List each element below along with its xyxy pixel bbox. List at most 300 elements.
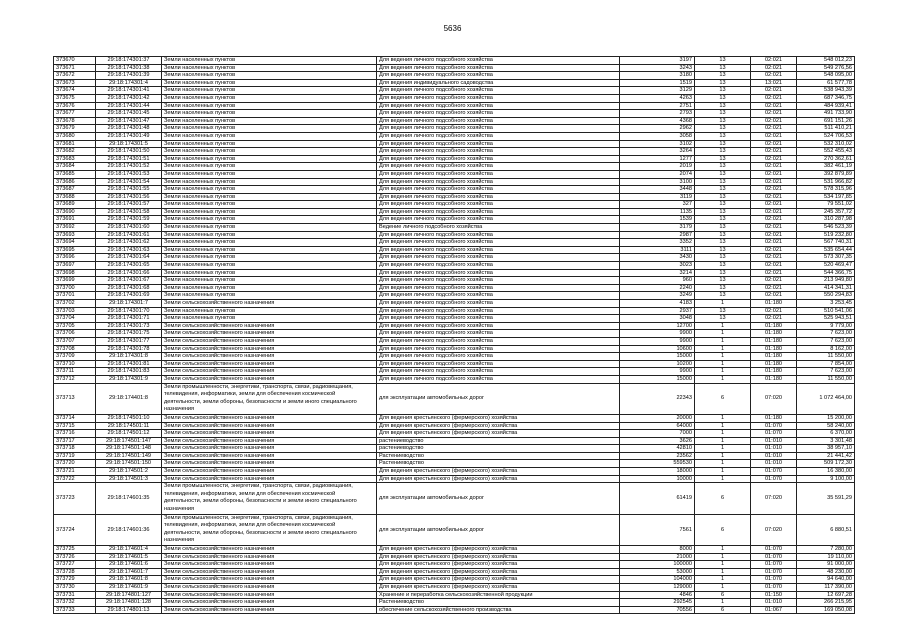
permitted-use-cell: Для ведения личного подсобного хозяйства — [377, 201, 620, 209]
cadastral-number-cell: 29:18:174301:9 — [96, 375, 162, 383]
area-cell: 327 — [620, 201, 695, 209]
land-category-cell: Земли населенных пунктов — [162, 208, 377, 216]
group-code-cell: 1 — [695, 546, 751, 554]
group-code-cell: 13 — [695, 284, 751, 292]
kind-code-cell: 01:070 — [751, 422, 797, 430]
area-cell: 292545 — [620, 599, 695, 607]
permitted-use-cell: Для ведения личного подсобного хозяйства — [377, 330, 620, 338]
cadastral-value-cell: 16 380,00 — [797, 468, 855, 476]
kind-code-cell: 01:070 — [751, 561, 797, 569]
table-row — [54, 72, 855, 80]
table-row — [54, 468, 855, 476]
area-cell: 2937 — [620, 307, 695, 315]
group-code-cell: 6 — [695, 514, 751, 545]
kind-code-cell: 02:021 — [751, 125, 797, 133]
cadastral-value-cell: 7 854,00 — [797, 360, 855, 368]
permitted-use-cell: Для ведения личного подсобного хозяйства — [377, 132, 620, 140]
cadastral-value-cell: 8 162,00 — [797, 345, 855, 353]
row-id-cell: 373707 — [54, 337, 96, 345]
permitted-use-cell: для эксплуатации автомобильных дорог — [377, 483, 620, 514]
cadastral-number-cell: 29:18:174301:59 — [96, 216, 162, 224]
cadastral-number-cell: 29:18:174301:55 — [96, 186, 162, 194]
land-category-cell: Земли населенных пунктов — [162, 277, 377, 285]
permitted-use-cell: Для ведения крестьянского (фермерского) хозяйства — [377, 561, 620, 569]
permitted-use-cell: Для ведения крестьянского (фермерского) хозяйства — [377, 583, 620, 591]
land-category-cell: Земли сельскохозяйственного назначения — [162, 475, 377, 483]
area-cell: 559530 — [620, 460, 695, 468]
kind-code-cell: 07:020 — [751, 383, 797, 414]
permitted-use-cell: Для ведения личного подсобного хозяйства — [377, 110, 620, 118]
kind-code-cell: 01:010 — [751, 452, 797, 460]
kind-code-cell: 02:021 — [751, 284, 797, 292]
area-cell: 10200 — [620, 360, 695, 368]
row-id-cell: 373696 — [54, 254, 96, 262]
group-code-cell: 13 — [695, 246, 751, 254]
table-row — [54, 193, 855, 201]
cadastral-number-cell: 29:18:174301:4 — [96, 79, 162, 87]
group-code-cell: 1 — [695, 414, 751, 422]
kind-code-cell: 02:021 — [751, 208, 797, 216]
permitted-use-cell: Для ведения крестьянского (фермерского) хозяйства — [377, 576, 620, 584]
row-id-cell: 373670 — [54, 57, 96, 65]
row-id-cell: 373728 — [54, 568, 96, 576]
row-id-cell: 373677 — [54, 110, 96, 118]
group-code-cell: 1 — [695, 353, 751, 361]
cadastral-number-cell: 29:18:174301:8 — [96, 353, 162, 361]
group-code-cell: 13 — [695, 208, 751, 216]
cadastral-number-cell: 29:18:174301:69 — [96, 292, 162, 300]
area-cell: 12700 — [620, 322, 695, 330]
row-id-cell: 373700 — [54, 284, 96, 292]
row-id-cell: 373727 — [54, 561, 96, 569]
table-row — [54, 87, 855, 95]
permitted-use-cell: Для ведения личного подсобного хозяйства — [377, 72, 620, 80]
group-code-cell: 1 — [695, 452, 751, 460]
cadastral-value-cell: 3 301,48 — [797, 437, 855, 445]
row-id-cell: 373679 — [54, 125, 96, 133]
row-id-cell: 373720 — [54, 460, 96, 468]
kind-code-cell: 02:021 — [751, 262, 797, 270]
permitted-use-cell: Для ведения личного подсобного хозяйства — [377, 300, 620, 308]
kind-code-cell: 02:021 — [751, 193, 797, 201]
table-row — [54, 368, 855, 376]
group-code-cell: 13 — [695, 102, 751, 110]
cadastral-value-cell: 11 550,00 — [797, 375, 855, 383]
land-category-cell: Земли населенных пунктов — [162, 72, 377, 80]
kind-code-cell: 02:021 — [751, 64, 797, 72]
group-code-cell: 1 — [695, 437, 751, 445]
group-code-cell: 1 — [695, 576, 751, 584]
area-cell: 64000 — [620, 422, 695, 430]
cadastral-number-cell: 29:18:174301:52 — [96, 163, 162, 171]
land-category-cell: Земли населенных пунктов — [162, 239, 377, 247]
table-row — [54, 546, 855, 554]
permitted-use-cell: Для ведения крестьянского (фермерского) хозяйства — [377, 475, 620, 483]
kind-code-cell: 01:180 — [751, 414, 797, 422]
area-cell: 3111 — [620, 246, 695, 254]
row-id-cell: 373693 — [54, 231, 96, 239]
area-cell: 1277 — [620, 155, 695, 163]
row-id-cell: 373718 — [54, 445, 96, 453]
permitted-use-cell: Растениеводство — [377, 460, 620, 468]
table-row — [54, 79, 855, 87]
cadastral-value-cell: 525 943,51 — [797, 315, 855, 323]
table-row — [54, 262, 855, 270]
row-id-cell: 373686 — [54, 178, 96, 186]
group-code-cell: 1 — [695, 337, 751, 345]
table-row — [54, 475, 855, 483]
kind-code-cell: 13:021 — [751, 79, 797, 87]
row-id-cell: 373716 — [54, 430, 96, 438]
cadastral-number-cell: 29:18:174301:70 — [96, 307, 162, 315]
cadastral-number-cell: 29:18:174301:77 — [96, 337, 162, 345]
permitted-use-cell: Для ведения личного подсобного хозяйства — [377, 307, 620, 315]
row-id-cell: 373724 — [54, 514, 96, 545]
cadastral-value-cell: 3 253,45 — [797, 300, 855, 308]
cadastral-value-cell: 48 230,00 — [797, 568, 855, 576]
land-category-cell: Земли сельскохозяйственного назначения — [162, 445, 377, 453]
cadastral-number-cell: 29:18:174301:78 — [96, 345, 162, 353]
table-row — [54, 239, 855, 247]
cadastral-value-cell: 94 640,00 — [797, 576, 855, 584]
land-category-cell: Земли населенных пунктов — [162, 94, 377, 102]
land-category-cell: Земли населенных пунктов — [162, 315, 377, 323]
area-cell: 1519 — [620, 79, 695, 87]
land-category-cell: Земли сельскохозяйственного назначения — [162, 583, 377, 591]
permitted-use-cell: Для ведения индивидуального садоводства — [377, 79, 620, 87]
table-row — [54, 414, 855, 422]
group-code-cell: 1 — [695, 368, 751, 376]
land-category-cell: Земли населенных пунктов — [162, 170, 377, 178]
cadastral-number-cell: 29:18:174301:67 — [96, 277, 162, 285]
permitted-use-cell: Для ведения крестьянского (фермерского) хозяйства — [377, 422, 620, 430]
land-category-cell: Земли населенных пунктов — [162, 193, 377, 201]
land-category-cell: Земли сельскохозяйственного назначения — [162, 430, 377, 438]
permitted-use-cell: Для ведения крестьянского (фермерского) хозяйства — [377, 568, 620, 576]
permitted-use-cell: Растениеводство — [377, 452, 620, 460]
kind-code-cell: 02:021 — [751, 307, 797, 315]
row-id-cell: 373671 — [54, 64, 96, 72]
land-category-cell: Земли населенных пунктов — [162, 163, 377, 171]
cadastral-value-cell: 7 623,00 — [797, 337, 855, 345]
row-id-cell: 373698 — [54, 269, 96, 277]
row-id-cell: 373705 — [54, 322, 96, 330]
area-cell: 4263 — [620, 94, 695, 102]
group-code-cell: 13 — [695, 87, 751, 95]
cadastral-number-cell: 29:18:174801:128 — [96, 599, 162, 607]
kind-code-cell: 01:070 — [751, 546, 797, 554]
cadastral-number-cell: 29:18:174301:62 — [96, 239, 162, 247]
land-category-cell: Земли сельскохозяйственного назначения — [162, 345, 377, 353]
cadastral-number-cell: 29:18:174301:66 — [96, 269, 162, 277]
row-id-cell: 373699 — [54, 277, 96, 285]
kind-code-cell: 02:021 — [751, 178, 797, 186]
area-cell: 4368 — [620, 117, 695, 125]
land-registry-table — [53, 56, 855, 614]
cadastral-number-cell: 29:18:174301:44 — [96, 102, 162, 110]
cadastral-value-cell: 531 966,82 — [797, 178, 855, 186]
table-row — [54, 591, 855, 599]
cadastral-value-cell: 510 541,06 — [797, 307, 855, 315]
table-row — [54, 430, 855, 438]
land-category-cell: Земли сельскохозяйственного назначения — [162, 568, 377, 576]
cadastral-number-cell: 29:18:174301:58 — [96, 208, 162, 216]
group-code-cell: 13 — [695, 163, 751, 171]
table-row — [54, 155, 855, 163]
cadastral-value-cell: 552 455,43 — [797, 148, 855, 156]
row-id-cell: 373689 — [54, 201, 96, 209]
land-category-cell: Земли населенных пунктов — [162, 201, 377, 209]
row-id-cell: 373710 — [54, 360, 96, 368]
land-category-cell: Земли населенных пунктов — [162, 155, 377, 163]
row-id-cell: 373729 — [54, 576, 96, 584]
area-cell: 15000 — [620, 375, 695, 383]
group-code-cell: 13 — [695, 140, 751, 148]
table-row — [54, 576, 855, 584]
table-row — [54, 553, 855, 561]
land-category-cell: Земли сельскохозяйственного назначения — [162, 368, 377, 376]
cadastral-number-cell: 29:18:174301:81 — [96, 360, 162, 368]
table-row — [54, 292, 855, 300]
row-id-cell: 373687 — [54, 186, 96, 194]
row-id-cell: 373730 — [54, 583, 96, 591]
cadastral-value-cell: 511 410,21 — [797, 125, 855, 133]
cadastral-number-cell: 29:18:174301:54 — [96, 178, 162, 186]
kind-code-cell: 02:021 — [751, 163, 797, 171]
permitted-use-cell: Для ведения крестьянского (фермерского) хозяйства — [377, 414, 620, 422]
cadastral-value-cell: 1 072 464,00 — [797, 383, 855, 414]
cadastral-number-cell: 29:18:174301:39 — [96, 72, 162, 80]
table-row — [54, 57, 855, 65]
area-cell: 2240 — [620, 284, 695, 292]
group-code-cell: 13 — [695, 178, 751, 186]
kind-code-cell: 01:070 — [751, 568, 797, 576]
kind-code-cell: 02:021 — [751, 216, 797, 224]
kind-code-cell: 01:010 — [751, 460, 797, 468]
cadastral-number-cell: 29:18:174301:42 — [96, 94, 162, 102]
cadastral-value-cell: 58 240,00 — [797, 422, 855, 430]
cadastral-number-cell: 29:18:174501:3 — [96, 475, 162, 483]
area-cell: 10600 — [620, 345, 695, 353]
kind-code-cell: 01:150 — [751, 591, 797, 599]
kind-code-cell: 02:021 — [751, 148, 797, 156]
group-code-cell: 1 — [695, 430, 751, 438]
permitted-use-cell: Для ведения личного подсобного хозяйства — [377, 155, 620, 163]
row-id-cell: 373725 — [54, 546, 96, 554]
area-cell: 3119 — [620, 193, 695, 201]
table-row — [54, 375, 855, 383]
cadastral-number-cell: 29:18:174801:127 — [96, 591, 162, 599]
permitted-use-cell: Для ведения личного подсобного хозяйства — [377, 148, 620, 156]
group-code-cell: 1 — [695, 568, 751, 576]
table-row — [54, 353, 855, 361]
group-code-cell: 1 — [695, 553, 751, 561]
table-row — [54, 186, 855, 194]
group-code-cell: 13 — [695, 262, 751, 270]
cadastral-number-cell: 29:18:174301:65 — [96, 262, 162, 270]
area-cell: 3430 — [620, 254, 695, 262]
kind-code-cell: 01:070 — [751, 583, 797, 591]
permitted-use-cell: Для ведения личного подсобного хозяйства — [377, 117, 620, 125]
kind-code-cell: 07:020 — [751, 514, 797, 545]
permitted-use-cell: Для ведения личного подсобного хозяйства — [377, 292, 620, 300]
cadastral-value-cell: 91 000,00 — [797, 561, 855, 569]
group-code-cell: 13 — [695, 57, 751, 65]
land-category-cell: Земли сельскохозяйственного назначения — [162, 606, 377, 614]
area-cell: 2987 — [620, 231, 695, 239]
kind-code-cell: 02:021 — [751, 239, 797, 247]
cadastral-value-cell: 15 200,00 — [797, 414, 855, 422]
cadastral-number-cell: 29:18:174301:71 — [96, 315, 162, 323]
land-category-cell: Земли населенных пунктов — [162, 57, 377, 65]
cadastral-number-cell: 29:18:174301:47 — [96, 117, 162, 125]
permitted-use-cell: Для ведения личного подсобного хозяйства — [377, 216, 620, 224]
cadastral-number-cell: 29:18:174301:60 — [96, 224, 162, 232]
permitted-use-cell: для эксплуатации автомобильных дорог — [377, 383, 620, 414]
area-cell: 20000 — [620, 414, 695, 422]
cadastral-value-cell: 7 280,00 — [797, 546, 855, 554]
table-row — [54, 583, 855, 591]
cadastral-number-cell: 29:18:174601:6 — [96, 561, 162, 569]
permitted-use-cell: Для ведения личного подсобного хозяйства — [377, 239, 620, 247]
table-row — [54, 315, 855, 323]
group-code-cell: 13 — [695, 269, 751, 277]
land-category-cell: Земли населенных пунктов — [162, 125, 377, 133]
table-row — [54, 178, 855, 186]
land-category-cell: Земли сельскохозяйственного назначения — [162, 546, 377, 554]
kind-code-cell: 02:021 — [751, 277, 797, 285]
cadastral-number-cell: 29:18:174301:41 — [96, 87, 162, 95]
row-id-cell: 373695 — [54, 246, 96, 254]
area-cell: 2751 — [620, 102, 695, 110]
kind-code-cell: 01:010 — [751, 445, 797, 453]
group-code-cell: 6 — [695, 591, 751, 599]
row-id-cell: 373678 — [54, 117, 96, 125]
cadastral-value-cell: 266 215,95 — [797, 599, 855, 607]
group-code-cell: 13 — [695, 231, 751, 239]
kind-code-cell: 02:021 — [751, 170, 797, 178]
group-code-cell: 6 — [695, 483, 751, 514]
row-id-cell: 373713 — [54, 383, 96, 414]
row-id-cell: 373682 — [54, 148, 96, 156]
group-code-cell: 1 — [695, 330, 751, 338]
table-row — [54, 422, 855, 430]
cadastral-value-cell: 549 276,56 — [797, 64, 855, 72]
cadastral-value-cell: 19 110,00 — [797, 553, 855, 561]
row-id-cell: 373675 — [54, 94, 96, 102]
table-row — [54, 125, 855, 133]
permitted-use-cell: Для ведения личного подсобного хозяйства — [377, 322, 620, 330]
cadastral-value-cell: 519 232,80 — [797, 231, 855, 239]
cadastral-number-cell: 29:18:174301:56 — [96, 193, 162, 201]
row-id-cell: 373701 — [54, 292, 96, 300]
cadastral-number-cell: 29:18:174301:48 — [96, 125, 162, 133]
permitted-use-cell: Для ведения личного подсобного хозяйства — [377, 231, 620, 239]
area-cell: 4183 — [620, 300, 695, 308]
land-category-cell: Земли населенных пунктов — [162, 64, 377, 72]
area-cell: 3352 — [620, 239, 695, 247]
cadastral-value-cell: 414 341,31 — [797, 284, 855, 292]
land-category-cell: Земли населенных пунктов — [162, 110, 377, 118]
group-code-cell: 13 — [695, 117, 751, 125]
group-code-cell: 1 — [695, 345, 751, 353]
area-cell: 10000 — [620, 475, 695, 483]
area-cell: 2019 — [620, 163, 695, 171]
kind-code-cell: 02:021 — [751, 87, 797, 95]
land-category-cell: Земли населенных пунктов — [162, 269, 377, 277]
kind-code-cell: 01:070 — [751, 468, 797, 476]
row-id-cell: 373703 — [54, 307, 96, 315]
area-cell: 70556 — [620, 606, 695, 614]
group-code-cell: 13 — [695, 79, 751, 87]
permitted-use-cell: для эксплуатации автомобильных дорог — [377, 514, 620, 545]
land-category-cell: Земли промышленности, энергетики, транспорта, связи, радиовещания, телевидения, информатики, земли для обеспечения космической деятельности, земли обороны, безопасности и земли иного специального назначения — [162, 483, 377, 514]
cadastral-value-cell: 534 197,85 — [797, 193, 855, 201]
cadastral-number-cell: 29:18:174501:2 — [96, 468, 162, 476]
land-category-cell: Земли сельскохозяйственного назначения — [162, 337, 377, 345]
area-cell: 3102 — [620, 140, 695, 148]
kind-code-cell: 01:070 — [751, 430, 797, 438]
group-code-cell: 1 — [695, 375, 751, 383]
group-code-cell: 13 — [695, 170, 751, 178]
row-id-cell: 373712 — [54, 375, 96, 383]
table-row — [54, 452, 855, 460]
table-row — [54, 117, 855, 125]
table-row — [54, 201, 855, 209]
cadastral-value-cell: 35 591,29 — [797, 483, 855, 514]
table-row — [54, 163, 855, 171]
group-code-cell: 13 — [695, 186, 751, 194]
area-cell: 100000 — [620, 561, 695, 569]
table-row — [54, 337, 855, 345]
row-id-cell: 373722 — [54, 475, 96, 483]
kind-code-cell: 02:021 — [751, 57, 797, 65]
group-code-cell: 13 — [695, 94, 751, 102]
land-category-cell: Земли промышленности, энергетики, транспорта, связи, радиовещания, телевидения, информатики, земли для обеспечения космической деятельности, земли обороны, безопасности и земли иного специального назначения — [162, 514, 377, 545]
cadastral-number-cell: 29:18:174301:61 — [96, 231, 162, 239]
kind-code-cell: 02:021 — [751, 201, 797, 209]
cadastral-number-cell: 29:18:174301:53 — [96, 170, 162, 178]
kind-code-cell: 02:021 — [751, 102, 797, 110]
page-number: 5636 — [443, 24, 462, 33]
group-code-cell: 13 — [695, 201, 751, 209]
cadastral-number-cell: 29:18:174301:45 — [96, 110, 162, 118]
cadastral-value-cell: 7 623,00 — [797, 330, 855, 338]
kind-code-cell: 02:021 — [751, 132, 797, 140]
cadastral-value-cell: 11 550,00 — [797, 353, 855, 361]
area-cell: 9900 — [620, 368, 695, 376]
cadastral-value-cell: 550 294,83 — [797, 292, 855, 300]
area-cell: 1539 — [620, 216, 695, 224]
cadastral-value-cell: 169 050,08 — [797, 606, 855, 614]
group-code-cell: 13 — [695, 148, 751, 156]
permitted-use-cell: Для ведения личного подсобного хозяйства — [377, 178, 620, 186]
land-category-cell: Земли сельскохозяйственного назначения — [162, 322, 377, 330]
row-id-cell: 373672 — [54, 72, 96, 80]
permitted-use-cell: Для ведения личного подсобного хозяйства — [377, 262, 620, 270]
table-row — [54, 437, 855, 445]
area-cell: 53000 — [620, 568, 695, 576]
group-code-cell: 1 — [695, 422, 751, 430]
cadastral-number-cell: 29:18:174301:49 — [96, 132, 162, 140]
kind-code-cell: 01:070 — [751, 576, 797, 584]
table-row — [54, 110, 855, 118]
row-id-cell: 373676 — [54, 102, 96, 110]
area-cell: 3448 — [620, 186, 695, 194]
group-code-cell: 13 — [695, 72, 751, 80]
group-code-cell: 1 — [695, 360, 751, 368]
cadastral-number-cell: 29:18:174601:9 — [96, 583, 162, 591]
